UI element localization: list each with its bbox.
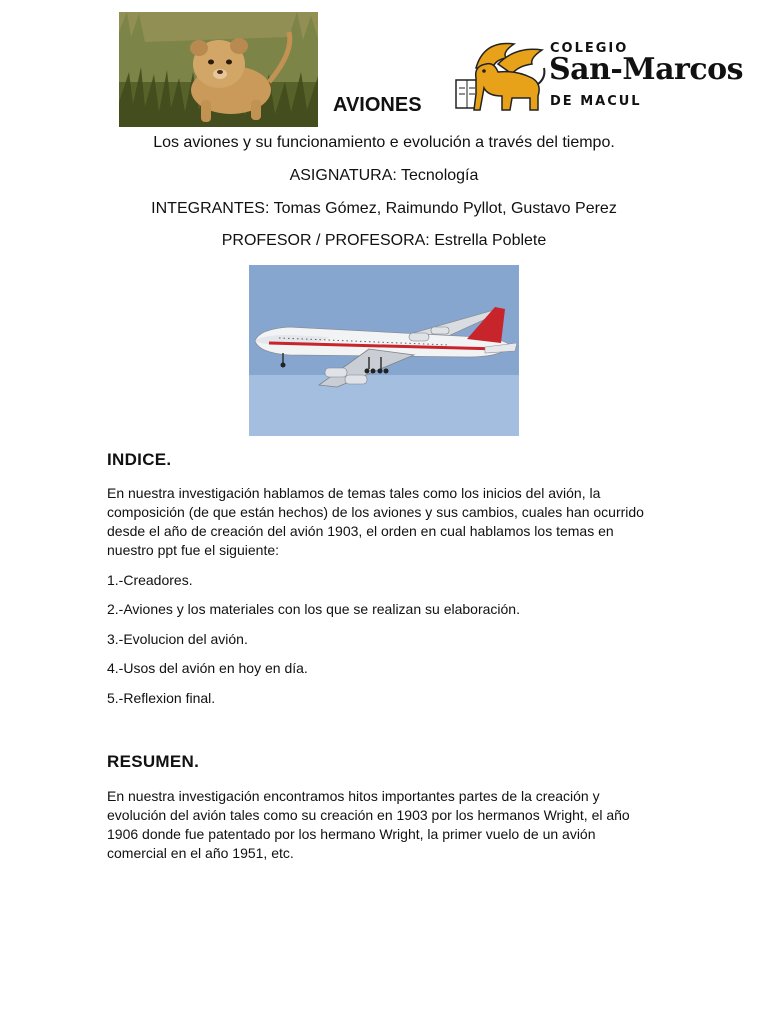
logo-main-word: San-Marcos: [549, 52, 743, 87]
list-item: 3.-Evolucion del avión.: [107, 631, 248, 647]
members-line: INTEGRANTES: Tomas Gómez, Raimundo Pyllot, Gustavo Perez: [151, 200, 617, 217]
winged-lion-emblem: [454, 38, 546, 114]
index-heading: INDICE.: [107, 450, 172, 469]
index-paragraph: En nuestra investigación hablamos de temas tales como los inicios del avión, la composición (de que están hechos) de los aviones y sus cambios, cuales han ocurrido desde el año de creación del avión 1903, el orden en cual hablamos los temas en nuestro ppt fue el siguiente:: [107, 485, 644, 558]
teacher-line: PROFESOR / PROFESORA: Estrella Poblete: [221, 232, 547, 249]
lion-cub-photo: [119, 12, 318, 127]
logo-bottom-word: DE MACUL: [550, 94, 642, 109]
subject-line: ASIGNATURA: Tecnología: [289, 167, 479, 184]
summary-heading: RESUMEN.: [107, 752, 200, 771]
airplane-photo: [249, 265, 519, 436]
list-item: 5.-Reflexion final.: [107, 690, 216, 706]
document-subtitle: Los aviones y su funcionamiento e evolución a través del tiempo.: [153, 134, 615, 151]
list-item: 1.-Creadores.: [107, 572, 193, 588]
document-title: AVIONES: [333, 94, 422, 116]
list-item: 4.-Usos del avión en hoy en día.: [107, 660, 308, 676]
summary-paragraph: En nuestra investigación encontramos hitos importantes partes de la creación y evolución del avión tales como su creación en 1903 por los hermanos Wright, el año 1906 donde fue patentado por los hermano Wright, la primer vuelo de un avión comercial en el año 1951, etc.: [107, 788, 630, 861]
school-logo: [454, 38, 743, 114]
list-item: 2.-Aviones y los materiales con los que se realizan su elaboración.: [107, 601, 520, 617]
logo-top-word: COLEGIO: [550, 41, 629, 56]
